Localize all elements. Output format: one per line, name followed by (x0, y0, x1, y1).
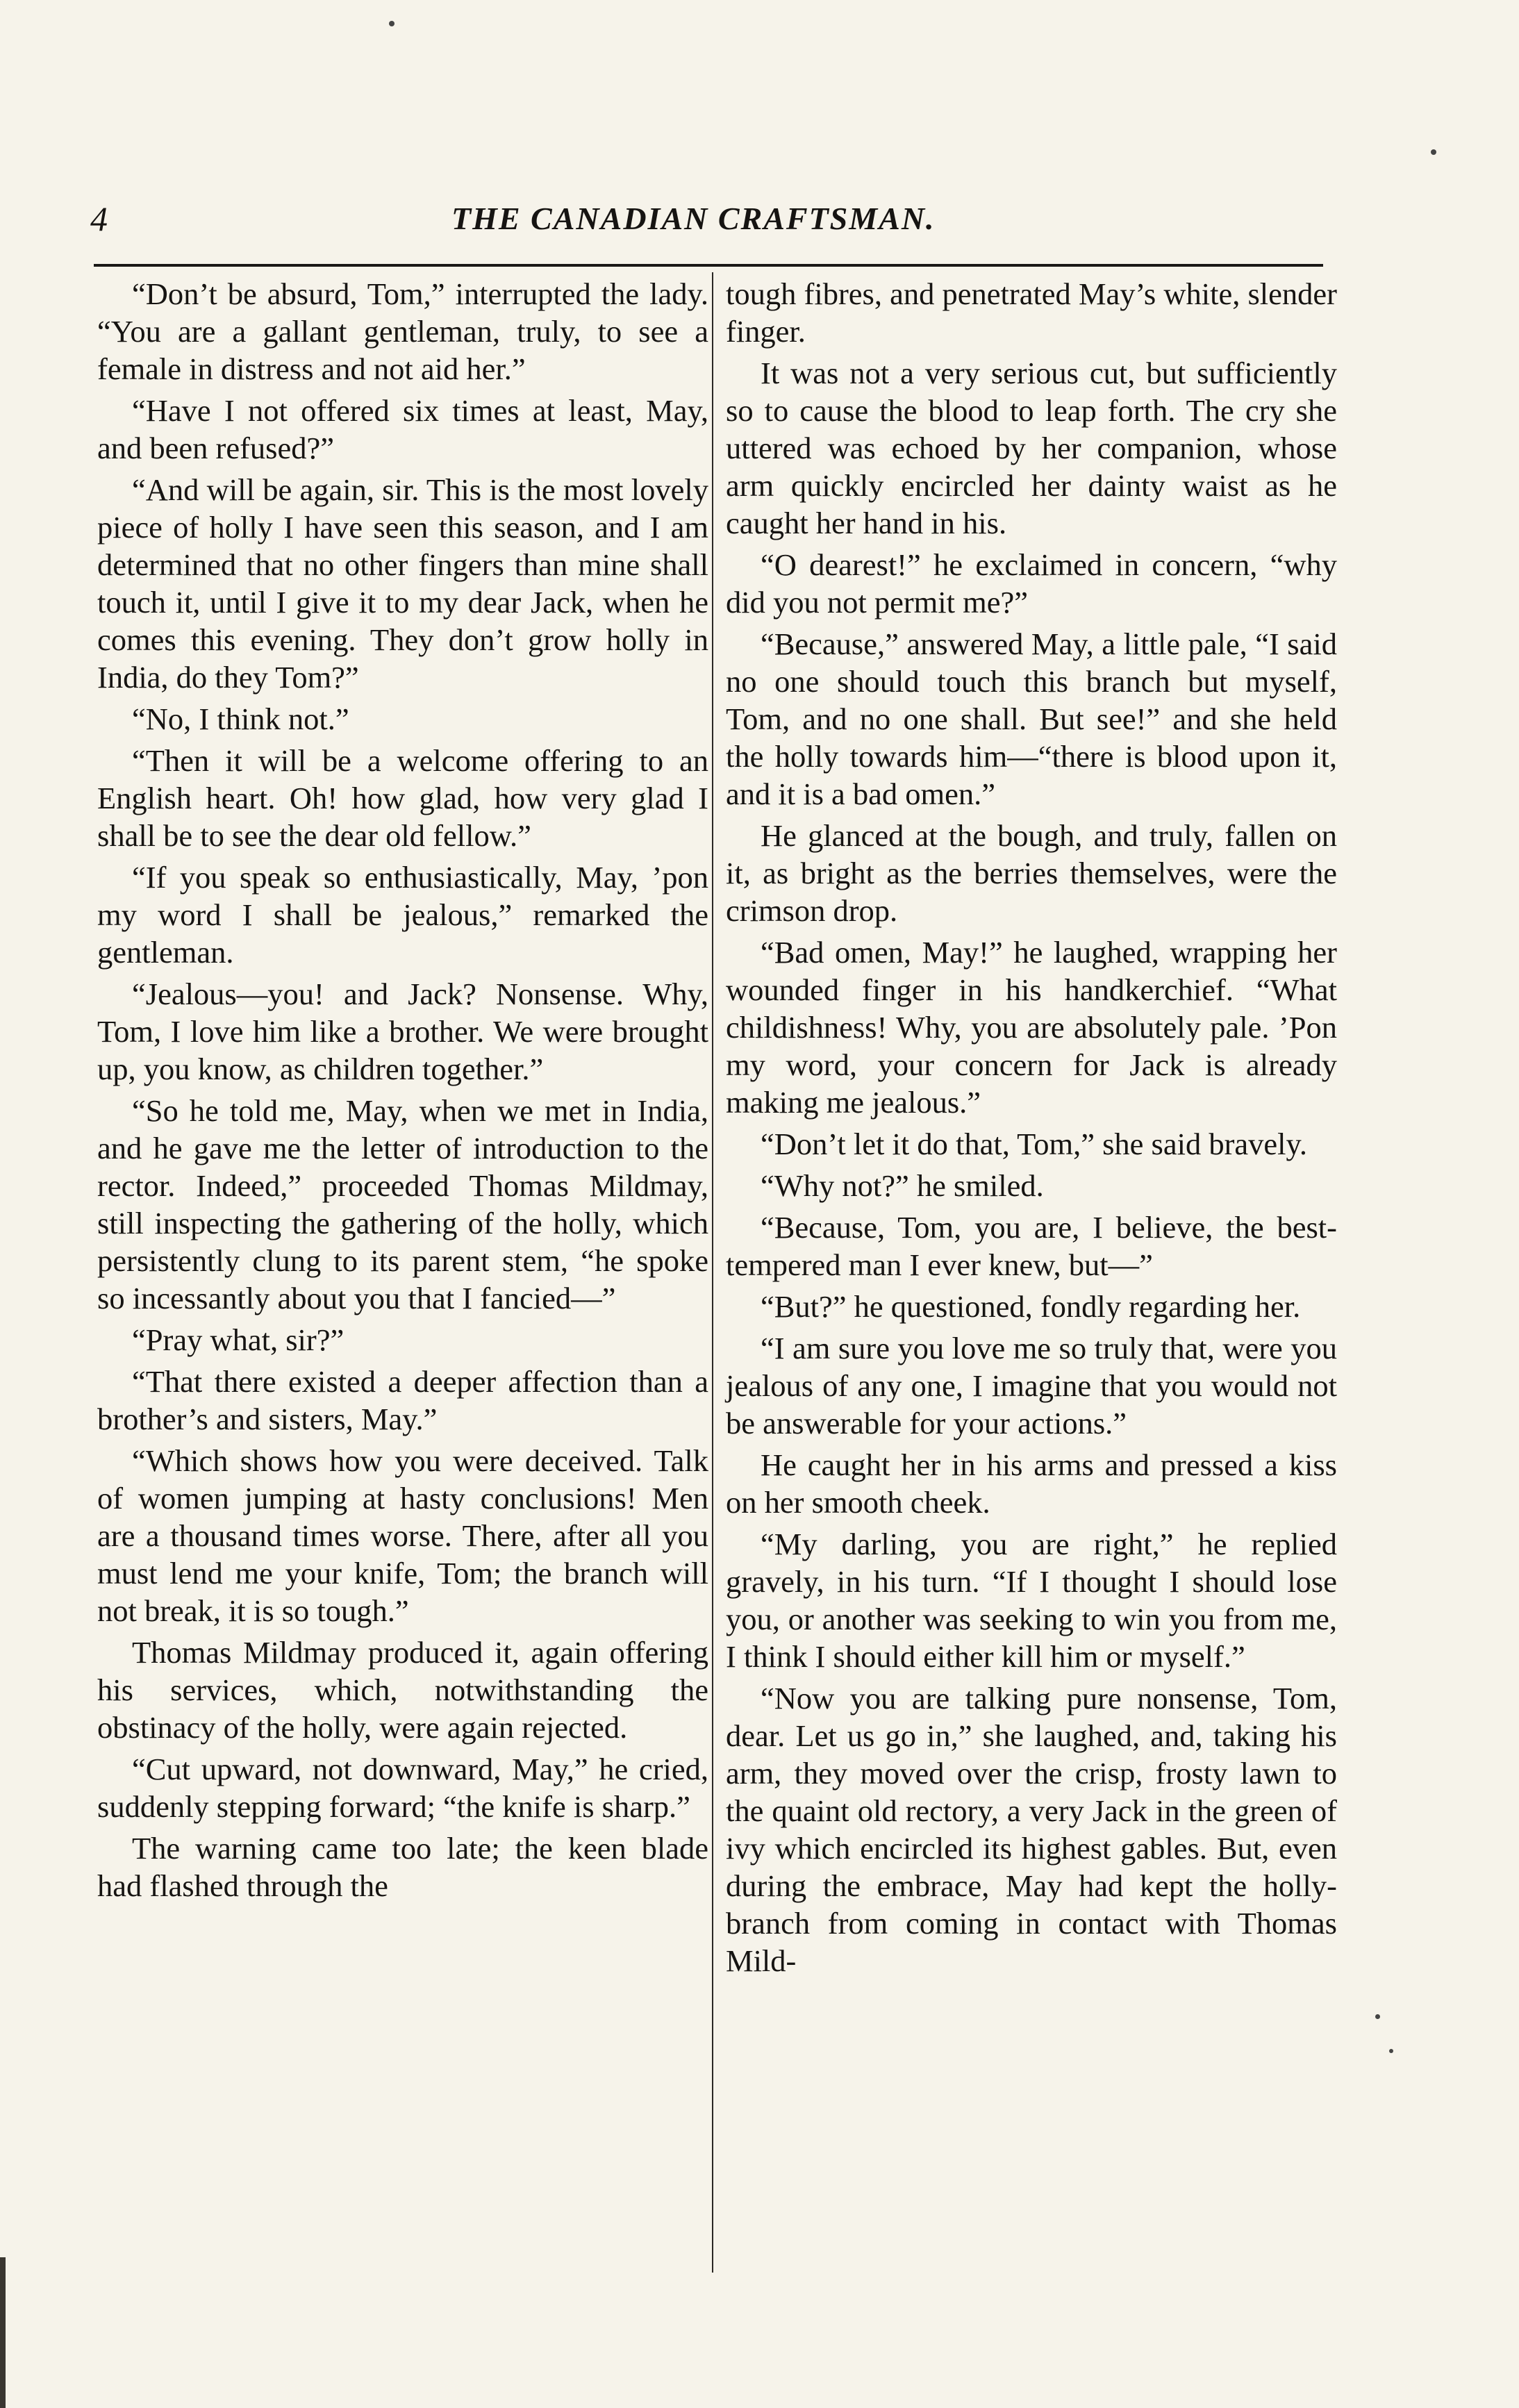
paragraph: He caught her in his arms and pressed a kiss on her smooth cheek. (726, 1447, 1337, 1520)
paragraph: “O dearest!” he exclaimed in concern, “why did you not permit me?” (726, 547, 1337, 620)
paragraph: “Which shows how you were deceived. Talk of women jumping at hasty conclusions! Men are a thousand times worse. There, after all you must lend me your knife, Tom; the branch will not break, it is so tough.” (97, 1443, 708, 1628)
right-column (726, 275, 1337, 1984)
column-divider (712, 272, 713, 2273)
paragraph: “Pray what, sir?” (132, 1322, 345, 1357)
ink-speck (1389, 2049, 1393, 2053)
paragraph: “Jealous—you! and Jack? Nonsense. Why, Tom, I love him like a brother. We were brought up, you know, as children together.” (97, 977, 708, 1086)
paragraph: “Because,” answered May, a little pale, “I said no one should touch this branch but myself, Tom, and no one shall. But see!” and she held the holly towards him—“there is blood upon it, and it is a bad omen.” (726, 626, 1337, 811)
page-number: 4 (90, 199, 108, 238)
paragraph: “Why not?” he smiled. (761, 1168, 1044, 1203)
page-header (76, 194, 1327, 250)
paragraph: “No, I think not.” (132, 701, 349, 736)
paragraph: “I am sure you love me so truly that, were you jealous of any one, I imagine that you would not be answerable for your actions.” (726, 1331, 1337, 1440)
paragraph: “So he told me, May, when we met in India, and he gave me the letter of introduction to the rector. Indeed,” proceeded Thomas Mildmay, still inspecting the gathering of the holly, which persistently clung to its parent stem, “he spoke so incessantly about you that I fancied—” (97, 1093, 708, 1315)
scan-edge-mark (0, 2257, 6, 2408)
paragraph: “Then it will be a welcome offering to an English heart. Oh! how glad, how very glad I shall be to see the dear old fellow.” (97, 743, 708, 853)
paragraph: “Have I not offered six times at least, May, and been refused?” (97, 393, 708, 465)
paragraph: It was not a very serious cut, but sufficiently so to cause the blood to leap forth. The cry she uttered was echoed by her companion, whose arm quickly encircled her dainty waist as he caught her hand in his. (726, 356, 1337, 540)
ink-speck (1375, 2014, 1380, 2019)
paragraph: “But?” he questioned, fondly regarding her. (761, 1289, 1301, 1324)
paragraph: “Bad omen, May!” he laughed, wrapping her wounded finger in his handkerchief. “What childishness! Why, you are absolutely pale. ’Pon my word, your concern for Jack is already making me jealous.” (726, 935, 1337, 1120)
paragraph: The warning came too late; the keen blade had flashed through the (97, 1831, 708, 1903)
paragraph: He glanced at the bough, and truly, fallen on it, as bright as the berries themselves, were the crimson drop. (726, 818, 1337, 928)
paragraph: “If you speak so enthusiastically, May, ’pon my word I shall be jealous,” remarked the gentleman. (97, 860, 708, 970)
ink-speck (1431, 149, 1436, 155)
paragraph: “Cut upward, not downward, May,” he cried, suddenly stepping forward; “the knife is sharp.” (97, 1752, 708, 1824)
paragraph: “Because, Tom, you are, I believe, the best-tempered man I ever knew, but—” (726, 1210, 1337, 1282)
paragraph: “Now you are talking pure nonsense, Tom, dear. Let us go in,” she laughed, and, taking his arm, they moved over the crisp, frosty lawn to the quaint old rectory, a very Jack in the green of ivy which encircled its highest gables. But, even during the embrace, May had kept the holly-branch from coming in contact with Thomas Mild- (726, 1681, 1337, 1978)
paragraph: Thomas Mildmay produced it, again offering his services, which, notwithstanding the obstinacy of the holly, were again rejected. (97, 1635, 708, 1745)
left-column (97, 275, 708, 1909)
ink-speck (389, 21, 395, 26)
paragraph: “And will be again, sir. This is the most lovely piece of holly I have seen this season, and I am determined that no other fingers than mine shall touch it, until I give it to my dear Jack, when he comes this evening. They don’t grow holly in India, do they Tom?” (97, 472, 708, 695)
paragraph: “Don’t let it do that, Tom,” she said bravely. (761, 1127, 1308, 1161)
paragraph: “That there existed a deeper affection than a brother’s and sisters, May.” (97, 1364, 708, 1436)
paragraph: “Don’t be absurd, Tom,” interrupted the lady. “You are a gallant gentleman, truly, to see a female in distress and not aid her.” (97, 276, 708, 386)
header-rule (94, 264, 1323, 267)
paragraph: “My darling, you are right,” he replied gravely, in his turn. “If I thought I should lose you, or another was seeking to win you from me, I think I should either kill him or myself.” (726, 1527, 1337, 1674)
running-title: THE CANADIAN CRAFTSMAN. (451, 201, 936, 236)
continued-paragraph: tough fibres, and penetrated May’s white, slender finger. (726, 276, 1337, 349)
